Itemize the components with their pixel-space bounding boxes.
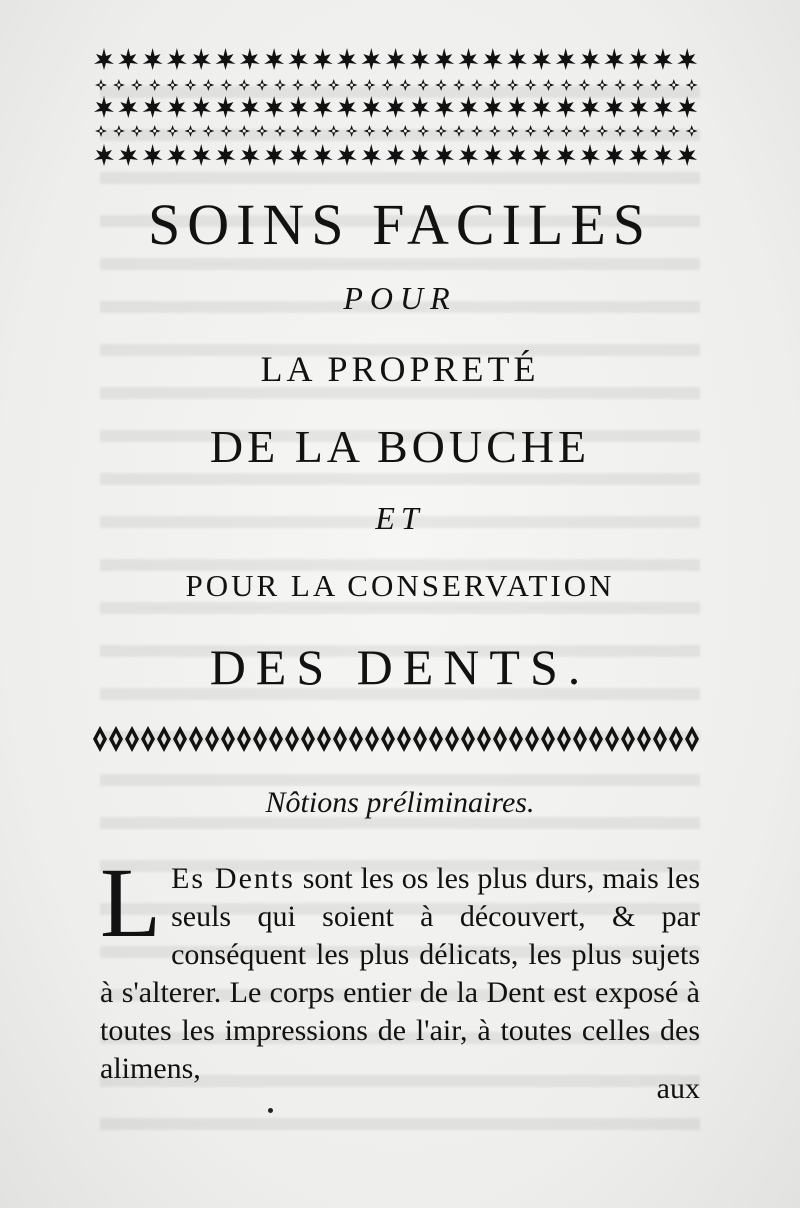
ornament-glyph xyxy=(149,79,161,91)
ornament-glyph xyxy=(573,726,587,752)
ornament-glyph xyxy=(131,79,143,91)
ornament-glyph xyxy=(507,96,527,118)
ornament-glyph xyxy=(604,48,624,70)
ornament-glyph xyxy=(337,96,357,118)
ornament-glyph xyxy=(669,726,683,752)
ornament-glyph xyxy=(686,125,698,137)
ornament-glyph xyxy=(434,144,454,166)
ornament-glyph xyxy=(507,125,519,137)
ornament-glyph xyxy=(685,726,699,752)
catchword: aux xyxy=(656,1072,700,1105)
ornament-glyph xyxy=(264,48,284,70)
top-ornament-band xyxy=(92,44,700,170)
ornament-glyph xyxy=(614,125,626,137)
ornament-glyph xyxy=(333,726,347,752)
ornament-glyph xyxy=(686,79,698,91)
ornament-glyph xyxy=(556,96,576,118)
ornament-glyph xyxy=(445,726,459,752)
body-text: sont les os les plus durs, mais les seuls qui soient à découvert, & par conséquent les plus délicats, les plus sujets à s'alterer. Le corps entier de la Dent est exposé à toutes les impressions de l'air, à toutes celles des alimens, xyxy=(100,862,701,1085)
ornament-glyph xyxy=(653,96,673,118)
ornament-glyph xyxy=(417,125,429,137)
ornament-glyph xyxy=(461,726,475,752)
ornament-glyph xyxy=(167,96,187,118)
ornament-glyph xyxy=(483,144,503,166)
ornament-glyph xyxy=(483,96,503,118)
ornament-glyph xyxy=(317,726,331,752)
ornament-glyph xyxy=(653,144,673,166)
ornament-glyph xyxy=(637,726,651,752)
ornament-glyph xyxy=(386,48,406,70)
ornament-glyph xyxy=(95,79,107,91)
ornament-glyph xyxy=(337,48,357,70)
ornament-glyph xyxy=(541,726,555,752)
ornament-glyph xyxy=(313,96,333,118)
ornament-glyph xyxy=(205,726,219,752)
ornament-glyph xyxy=(113,79,125,91)
ornament-glyph xyxy=(578,79,590,91)
ornament-glyph xyxy=(477,726,491,752)
ornament-glyph xyxy=(313,144,333,166)
ornament-glyph xyxy=(614,79,626,91)
ornament-glyph xyxy=(650,125,662,137)
ornament-glyph xyxy=(413,726,427,752)
ornament-glyph xyxy=(365,726,379,752)
ornament-glyph xyxy=(288,144,308,166)
ornament-glyph xyxy=(94,96,114,118)
drop-cap: L xyxy=(100,847,162,958)
ornament-glyph xyxy=(653,48,673,70)
ornament-glyph xyxy=(417,79,429,91)
ornament-glyph xyxy=(489,79,501,91)
ornament-glyph xyxy=(328,79,340,91)
ornament-glyph xyxy=(361,96,381,118)
ornament-glyph xyxy=(237,726,251,752)
ornament-glyph xyxy=(381,726,395,752)
ornament-glyph xyxy=(560,125,572,137)
ornament-glyph xyxy=(94,144,114,166)
ornament-glyph xyxy=(668,125,680,137)
ornament-glyph xyxy=(191,144,211,166)
ornament-glyph xyxy=(381,79,393,91)
ornament-glyph xyxy=(605,726,619,752)
ornament-glyph xyxy=(173,726,187,752)
ornament-glyph xyxy=(459,144,479,166)
ornament-glyph xyxy=(410,96,430,118)
title-line-1: SOINS FACILES xyxy=(147,192,653,257)
ornament-glyph xyxy=(264,144,284,166)
ornament-glyph xyxy=(632,125,644,137)
middle-ornament-band xyxy=(92,720,700,758)
ornament-glyph xyxy=(191,48,211,70)
ornament-glyph xyxy=(399,125,411,137)
ornament-glyph xyxy=(525,726,539,752)
body-paragraph xyxy=(100,847,701,1088)
ornament-glyph xyxy=(543,79,555,91)
ornament-glyph xyxy=(346,125,358,137)
ornament-glyph xyxy=(240,48,260,70)
ornament-glyph xyxy=(509,726,523,752)
ornament-glyph xyxy=(238,79,250,91)
ornament-glyph xyxy=(621,726,635,752)
ornament-glyph xyxy=(556,48,576,70)
ornament-glyph xyxy=(256,125,268,137)
ornament-glyph xyxy=(364,125,376,137)
ornament-glyph xyxy=(220,79,232,91)
section-heading: Nôtions préliminaires. xyxy=(265,786,535,819)
ornament-glyph xyxy=(410,144,430,166)
ornament-glyph xyxy=(483,48,503,70)
ornament-glyph xyxy=(459,96,479,118)
ornament-glyph xyxy=(337,144,357,166)
ornament-glyph xyxy=(256,79,268,91)
ornament-glyph xyxy=(386,144,406,166)
title-line-4: DE LA BOUCHE xyxy=(209,421,591,472)
ornament-glyph xyxy=(471,79,483,91)
ornament-glyph xyxy=(531,144,551,166)
ornament-glyph xyxy=(493,726,507,752)
ornament-glyph xyxy=(216,48,236,70)
ornament-glyph xyxy=(93,726,107,752)
ornament-glyph xyxy=(361,144,381,166)
ornament-glyph xyxy=(143,144,163,166)
ornament-glyph xyxy=(191,96,211,118)
ornament-glyph xyxy=(459,48,479,70)
ink-dot xyxy=(268,1108,273,1113)
ornament-glyph xyxy=(596,125,608,137)
ornament-glyph xyxy=(167,144,187,166)
ornament-glyph xyxy=(361,48,381,70)
ornament-glyph xyxy=(189,726,203,752)
ornament-glyph xyxy=(604,96,624,118)
ornament-glyph xyxy=(589,726,603,752)
ornament-glyph xyxy=(650,79,662,91)
ornament-glyph xyxy=(216,96,236,118)
ornament-glyph xyxy=(185,125,197,137)
ornament-glyph xyxy=(328,125,340,137)
ornament-glyph xyxy=(580,96,600,118)
ornament-glyph xyxy=(399,79,411,91)
ornament-glyph xyxy=(310,79,322,91)
lead-smallcaps: Es Dents xyxy=(171,862,295,895)
ornament-glyph xyxy=(677,144,697,166)
ornament-glyph xyxy=(429,726,443,752)
ornament-glyph xyxy=(471,125,483,137)
ornament-glyph xyxy=(292,125,304,137)
ornament-glyph xyxy=(157,726,171,752)
ornament-glyph xyxy=(668,79,680,91)
ornament-glyph xyxy=(95,125,107,137)
ornament-glyph xyxy=(525,125,537,137)
ornament-glyph xyxy=(629,144,649,166)
ornament-glyph xyxy=(221,726,235,752)
ornament-glyph xyxy=(185,79,197,91)
ornament-glyph xyxy=(435,125,447,137)
title-line-2: POUR xyxy=(343,280,457,316)
ornament-glyph xyxy=(557,726,571,752)
ornament-glyph xyxy=(167,79,179,91)
ornament-glyph xyxy=(560,79,572,91)
ornament-glyph xyxy=(274,79,286,91)
ornament-glyph xyxy=(240,144,260,166)
ornament-glyph xyxy=(580,48,600,70)
ornament-glyph xyxy=(143,96,163,118)
ornament-glyph xyxy=(285,726,299,752)
ornament-glyph xyxy=(253,726,267,752)
ornament-glyph xyxy=(269,726,283,752)
ornament-glyph xyxy=(434,48,454,70)
ornament-glyph xyxy=(629,48,649,70)
ornament-glyph xyxy=(167,125,179,137)
ornament-glyph xyxy=(531,96,551,118)
ornament-glyph xyxy=(220,125,232,137)
ornament-glyph xyxy=(301,726,315,752)
ornament-glyph xyxy=(397,726,411,752)
ornament-glyph xyxy=(677,48,697,70)
ornament-glyph xyxy=(381,125,393,137)
ornament-glyph xyxy=(364,79,376,91)
ornament-glyph xyxy=(434,96,454,118)
ornament-glyph xyxy=(604,144,624,166)
ornament-glyph xyxy=(556,144,576,166)
ornament-glyph xyxy=(288,96,308,118)
ornament-glyph xyxy=(507,144,527,166)
ornament-glyph xyxy=(264,96,284,118)
ornament-glyph xyxy=(149,125,161,137)
ornament-glyph xyxy=(167,48,187,70)
ornament-glyph xyxy=(216,144,236,166)
ornament-glyph xyxy=(131,125,143,137)
ornament-glyph xyxy=(141,726,155,752)
ornament-glyph xyxy=(143,48,163,70)
title-line-3: LA PROPRETÉ xyxy=(260,349,540,389)
ornament-glyph xyxy=(238,125,250,137)
ornament-glyph xyxy=(578,125,590,137)
ornament-glyph xyxy=(109,726,123,752)
ornament-glyph xyxy=(653,726,667,752)
ornament-glyph xyxy=(202,125,214,137)
ornament-glyph xyxy=(677,96,697,118)
ornament-glyph xyxy=(202,79,214,91)
ornament-glyph xyxy=(240,96,260,118)
ornament-glyph xyxy=(310,125,322,137)
ornament-glyph xyxy=(292,79,304,91)
ornament-glyph xyxy=(118,144,138,166)
ornament-glyph xyxy=(543,125,555,137)
title-line-7: DES DENTS. xyxy=(209,639,591,695)
ornament-glyph xyxy=(288,48,308,70)
ornament-glyph xyxy=(629,96,649,118)
ornament-glyph xyxy=(346,79,358,91)
ornament-glyph xyxy=(453,79,465,91)
ornament-glyph xyxy=(118,48,138,70)
ornament-glyph xyxy=(313,48,333,70)
ornament-glyph xyxy=(386,96,406,118)
ornament-glyph xyxy=(349,726,363,752)
ornament-glyph xyxy=(525,79,537,91)
ornament-glyph xyxy=(507,48,527,70)
title-line-6: POUR LA CONSERVATION xyxy=(185,568,615,603)
ornament-glyph xyxy=(113,125,125,137)
ornament-glyph xyxy=(94,48,114,70)
ornament-glyph xyxy=(453,125,465,137)
ornament-glyph xyxy=(274,125,286,137)
ornament-glyph xyxy=(596,79,608,91)
ornament-glyph xyxy=(580,144,600,166)
ornament-glyph xyxy=(410,48,430,70)
title-line-5: ET xyxy=(375,500,425,536)
ornament-glyph xyxy=(435,79,447,91)
ornament-glyph xyxy=(118,96,138,118)
ornament-glyph xyxy=(125,726,139,752)
ornament-glyph xyxy=(632,79,644,91)
ornament-glyph xyxy=(507,79,519,91)
ornament-glyph xyxy=(531,48,551,70)
ornament-glyph xyxy=(489,125,501,137)
